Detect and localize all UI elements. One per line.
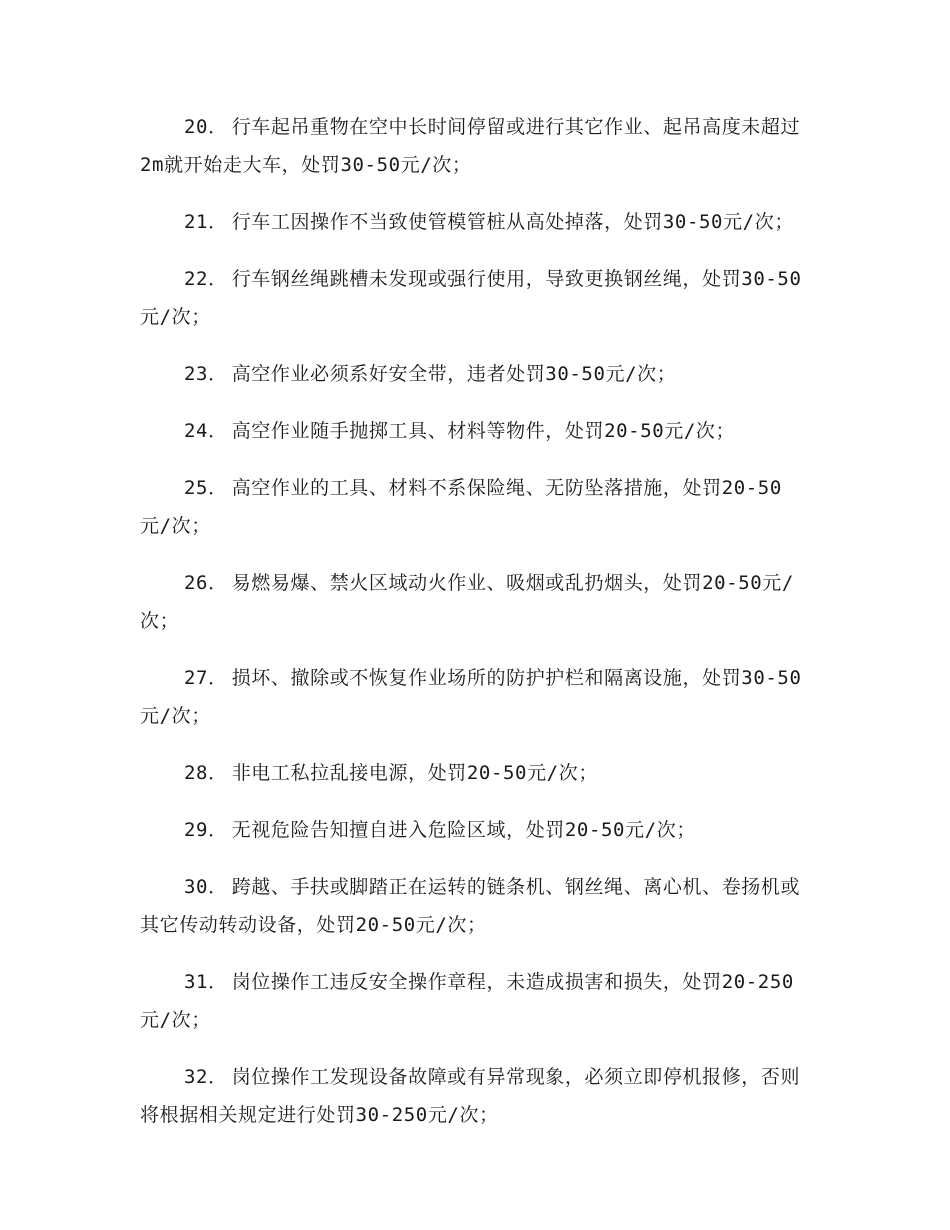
clause-text: 行车起吊重物在空中长时间停留或进行其它作业、起吊高度未超过2m就开始走大车，处罚30-50元/次； <box>140 116 801 176</box>
clause-text: 行车钢丝绳跳槽未发现或强行使用，导致更换钢丝绳，处罚30-50元/次； <box>140 268 802 328</box>
clause-text: 岗位操作工违反安全操作章程，未造成损害和损失，处罚20-250元/次； <box>140 971 794 1031</box>
clause-text: 岗位操作工发现设备故障或有异常现象，必须立即停机报修，否则将根据相关规定进行处罚30-250元/次； <box>140 1066 801 1126</box>
clause-number: 31． <box>184 971 228 993</box>
clause-text: 损坏、撤除或不恢复作业场所的防护护栏和隔离设施，处罚30-50元/次； <box>140 667 802 727</box>
clause-25 <box>140 469 810 545</box>
clause-text: 高空作业必须系好安全带，违者处罚30-50元/次； <box>231 363 677 385</box>
clause-23 <box>140 355 810 393</box>
clause-31 <box>140 963 810 1039</box>
clause-number: 20． <box>184 116 228 138</box>
clause-29 <box>140 811 810 849</box>
clause-number: 30． <box>184 876 228 898</box>
clause-number: 25． <box>184 477 228 499</box>
clause-27 <box>140 659 810 735</box>
clause-text: 易燃易爆、禁火区域动火作业、吸烟或乱扔烟头，处罚20-50元/次； <box>140 572 794 632</box>
clause-30 <box>140 868 810 944</box>
clause-text: 高空作业随手抛掷工具、材料等物件，处罚20-50元/次； <box>231 420 736 442</box>
clause-number: 21． <box>184 211 228 233</box>
clause-32 <box>140 1058 810 1134</box>
clause-number: 27． <box>184 667 228 689</box>
clause-24 <box>140 412 810 450</box>
clause-text: 高空作业的工具、材料不系保险绳、无防坠落措施，处罚20-50元/次； <box>140 477 782 537</box>
document-body <box>140 108 810 1153</box>
clause-number: 29． <box>184 819 228 841</box>
clause-number: 24． <box>184 420 228 442</box>
clause-text: 行车工因操作不当致使管模管桩从高处掉落，处罚30-50元/次； <box>231 211 794 233</box>
clause-21 <box>140 203 810 241</box>
clause-text: 无视危险告知擅自进入危险区域，处罚20-50元/次； <box>231 819 696 841</box>
clause-number: 22． <box>184 268 228 290</box>
clause-number: 23． <box>184 363 228 385</box>
clause-text: 跨越、手扶或脚踏正在运转的链条机、钢丝绳、离心机、卷扬机或其它传动转动设备，处罚20-50元/次； <box>140 876 801 936</box>
clause-22 <box>140 260 810 336</box>
clause-number: 28． <box>184 762 228 784</box>
clause-20 <box>140 108 810 184</box>
clause-number: 26． <box>184 572 228 594</box>
clause-26 <box>140 564 810 640</box>
clause-text: 非电工私拉乱接电源，处罚20-50元/次； <box>231 762 598 784</box>
clause-number: 32． <box>184 1066 228 1088</box>
clause-28 <box>140 754 810 792</box>
